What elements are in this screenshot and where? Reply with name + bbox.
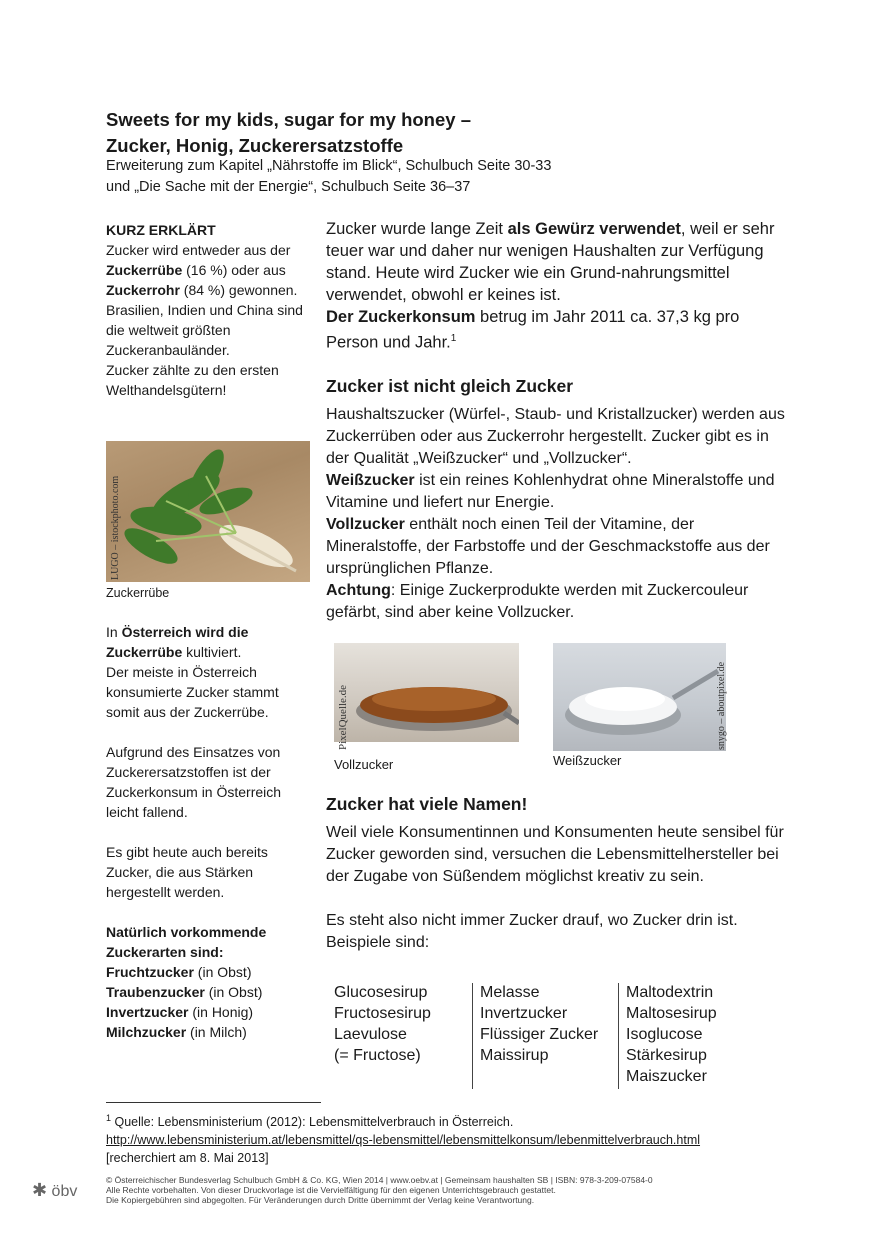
column-divider	[618, 983, 619, 1089]
sugar-names-column-1	[334, 982, 431, 1066]
text-span: : Einige Zuckerprodukte werden mit Zuckercouleur gefärbt, sind aber keine Vollzucker.	[326, 581, 749, 621]
subtitle-line-1: Erweiterung zum Kapitel „Nährstoffe im Blick“, Schulbuch Seite 30-33	[106, 158, 552, 174]
column-divider	[472, 983, 473, 1089]
sugar-names-column-3	[626, 982, 717, 1087]
text-span: ist ein reines Kohlenhydrat ohne Mineralstoffe und Vitamine und liefert nur Energie.	[326, 471, 775, 511]
natural-sugar-item	[106, 1022, 311, 1042]
vollzucker-paragraph	[326, 514, 786, 580]
footnote	[106, 1109, 700, 1167]
sugar-alias: Flüssiger Zucker	[480, 1026, 599, 1043]
sugar-alias: Isoglucose	[626, 1026, 703, 1043]
sugar-beet-illustration	[106, 441, 310, 582]
title-line-1: Sweets for my kids, sugar for my honey –	[106, 109, 471, 130]
welthandel-text: Zucker zählte zu den ersten Welthandelsgütern!	[106, 362, 279, 398]
weisszucker-caption: Weißzucker	[553, 753, 622, 768]
footnote-number: 1	[106, 1113, 112, 1123]
sugar-alias: Maltosesirup	[626, 1005, 717, 1022]
footnote-link[interactable]: http://www.lebensministerium.at/lebensmittel/qs-lebensmittel/lebensmittelkonsum/lebenmittelverbrauch.html	[106, 1133, 701, 1148]
weisszucker-credit: snygo – aboutpixel.de	[716, 661, 727, 750]
footnote-text: Quelle: Lebensministerium (2012): Lebensmittelverbrauch in Österreich.	[111, 1115, 514, 1130]
section-heading-nicht-gleich: Zucker ist nicht gleich Zucker	[326, 375, 574, 396]
bold-term: Zuckerrübe	[106, 262, 183, 278]
text-span: , weil er sehr teuer war und daher nur wenigen Haushalten zur Verfügung stand. Heute wird Zucker wie ein Grund-nahrungsmittel verwendet, obwohl er keines ist.	[326, 220, 775, 304]
natural-sugar-item	[106, 962, 311, 982]
kurz-erklaert-heading: KURZ ERKLÄRT	[106, 222, 216, 238]
sugar-name: Fruchtzucker	[106, 964, 194, 980]
sugar-name: Milchzucker	[106, 1024, 187, 1040]
section1-body	[326, 404, 786, 624]
sugar-name: Invertzucker	[106, 1004, 189, 1020]
text-span: (84 %) gewonnen.	[179, 282, 298, 298]
sugar-beet-caption: Zuckerrübe	[106, 586, 170, 600]
sugar-alias: Maltodextrin	[626, 984, 714, 1001]
weisszucker-paragraph	[326, 470, 786, 514]
legal-notice	[106, 1175, 653, 1205]
natural-sugars-heading: Natürlich vorkommende Zuckerarten sind:	[106, 924, 267, 960]
natural-sugar-item	[106, 1002, 311, 1022]
bold-term: Weißzucker	[326, 471, 415, 489]
bold-term: Der Zuckerkonsum	[326, 308, 476, 326]
text-span: Zucker wird entweder aus der	[106, 242, 291, 258]
sugar-source: (in Milch)	[186, 1024, 247, 1040]
legal-line-3: Die Kopiergebühren sind abgegolten. Für Veränderungen durch Dritte übernimmt der Verlag keine Verantwortung.	[106, 1195, 535, 1205]
sugar-alias: Stärkesirup	[626, 1047, 707, 1064]
logo-text: öbv	[51, 1183, 78, 1200]
subtitle	[106, 156, 551, 198]
bold-term: Vollzucker	[326, 515, 405, 533]
bold-term: Österreich wird die Zuckerrübe	[106, 624, 249, 660]
section-heading-viele-namen: Zucker hat viele Namen!	[326, 794, 528, 814]
sugar-alias: (= Fructose)	[334, 1047, 421, 1064]
sugar-source: (in Obst)	[193, 964, 252, 980]
asterisk-icon: ✱	[32, 1180, 48, 1200]
natural-sugar-item	[106, 982, 311, 1002]
oesterreich-konsum-text: Der meiste in Österreich konsumierte Zucker stammt somit aus der Zuckerrübe.	[106, 664, 279, 720]
subtitle-line-2: und „Die Sache mit der Energie“, Schulbuch Seite 36–37	[106, 179, 471, 195]
sugar-alias: Laevulose	[334, 1026, 407, 1043]
anbaulaender-text: Brasilien, Indien und China sind die weltweit größten Zuckeranbauländer.	[106, 302, 303, 358]
sugar-beet-image	[106, 441, 310, 582]
sugar-name: Traubenzucker	[106, 984, 205, 1000]
bold-term: Zuckerrohr	[106, 282, 180, 298]
page-title	[106, 107, 471, 159]
ersatzstoffe-text: Aufgrund des Einsatzes von Zuckerersatzstoffen ist der Zuckerkonsum in Österreich leicht fallend.	[106, 744, 282, 820]
natural-sugars-list	[106, 962, 311, 1042]
beispiele-paragraph: Es steht also nicht immer Zucker drauf, wo Zucker drin ist. Beispiele sind:	[326, 912, 738, 951]
kurz-erklaert-text	[106, 240, 311, 300]
sugar-alias: Maiszucker	[626, 1068, 707, 1085]
title-line-2: Zucker, Honig, Zuckerersatzstoffe	[106, 135, 404, 156]
footnote-date: [recherchiert am 8. Mai 2013]	[106, 1151, 269, 1166]
hersteller-paragraph: Weil viele Konsumentinnen und Konsumenten heute sensibel für Zucker geworden sind, versuchen die Lebensmittelhersteller bei der Zugabe von Süßendem möglichst kreativ zu sein.	[326, 824, 784, 885]
text-span: betrug im Jahr 2011 ca. 37,3 kg pro Person und Jahr.	[326, 308, 740, 352]
haushaltszucker-paragraph: Haushaltszucker (Würfel-, Staub- und Kristallzucker) werden aus Zuckerrüben oder aus Zuckerrohr hergestellt. Zucker gibt es in der Qualität „Weißzucker“ und „Vollzucker“.	[326, 405, 785, 467]
text-span: enthält noch einen Teil der Vitamine, der Mineralstoffe, der Farbstoffe und der Geschmackstoffe aus der ursprünglichen Pflanze.	[326, 515, 770, 577]
text-span: (16 %) oder aus	[182, 262, 286, 278]
text-span: kultiviert.	[182, 644, 242, 660]
sugar-source: (in Honig)	[188, 1004, 254, 1020]
sugar-beet-credit: LUGO – istockphoto.com	[110, 475, 121, 580]
legal-line-1: © Österreichischer Bundesverlag Schulbuch GmbH & Co. KG, Wien 2014 | www.oebv.at | Gemeinsam haushalten SB | ISBN: 978-3-209-07584-0	[106, 1175, 653, 1185]
sugar-alias: Invertzucker	[480, 1005, 568, 1022]
white-sugar-spoon-illustration	[553, 643, 726, 751]
vollzucker-image	[334, 643, 519, 742]
oesterreich-text	[106, 622, 311, 662]
achtung-paragraph	[326, 580, 786, 624]
footnote-ref: 1	[450, 333, 457, 344]
text-span: In	[106, 624, 122, 640]
sugar-alias: Maissirup	[480, 1047, 549, 1064]
sugar-alias: Glucosesirup	[334, 984, 428, 1001]
section2	[326, 792, 786, 954]
footnote-divider	[106, 1102, 321, 1103]
footnote-source	[106, 1109, 700, 1131]
main-content	[326, 218, 786, 624]
konsum-paragraph	[326, 306, 786, 354]
vollzucker-caption: Vollzucker	[334, 757, 394, 772]
brown-sugar-spoon-illustration	[334, 643, 519, 742]
sidebar-lower	[106, 622, 311, 1042]
sugar-alias: Fructosesirup	[334, 1005, 431, 1022]
legal-line-2: Alle Rechte vorbehalten. Von dieser Druckvorlage ist die Vervielfältigung für den eigenen Unterrichtsgebrauch gestattet.	[106, 1185, 556, 1195]
sugar-names-column-2	[480, 982, 598, 1066]
weisszucker-image	[553, 643, 726, 751]
staerke-text: Es gibt heute auch bereits Zucker, die aus Stärken hergestellt werden.	[106, 844, 268, 900]
bold-term: Achtung	[326, 581, 391, 599]
sugar-alias: Melasse	[480, 984, 540, 1001]
sidebar	[106, 220, 311, 400]
vollzucker-credit: PixelQuelle.de	[337, 684, 349, 750]
intro-paragraph	[326, 218, 786, 306]
sugar-source: (in Obst)	[204, 984, 263, 1000]
bold-term: als Gewürz verwendet	[507, 220, 681, 238]
publisher-logo	[32, 1180, 77, 1201]
text-span: Zucker wurde lange Zeit	[326, 220, 508, 238]
